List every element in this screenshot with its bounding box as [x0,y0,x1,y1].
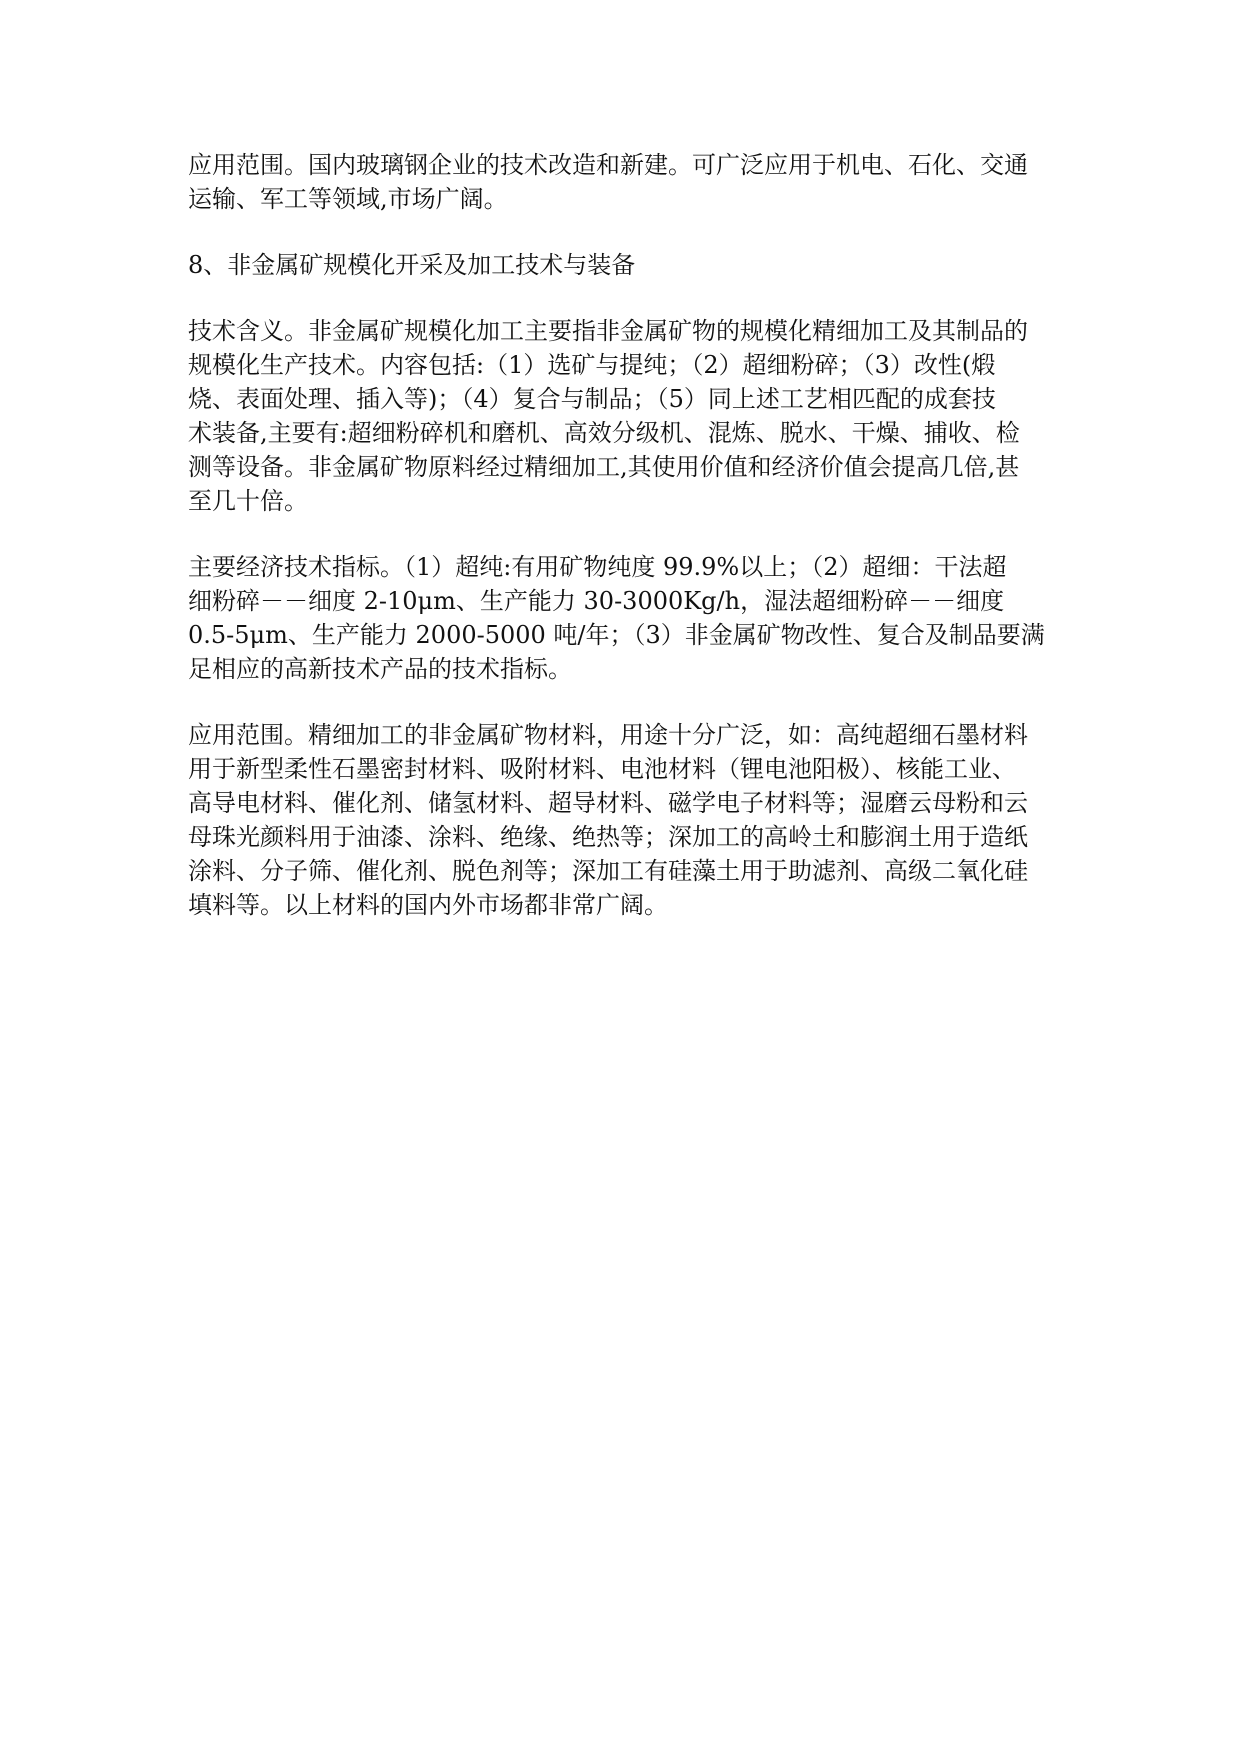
document-body [188,148,1053,954]
text-line: 应用范围。精细加工的非金属矿物材料，用途十分广泛，如：高纯超细石墨材料 [188,721,1028,749]
text-line: 技术含义。非金属矿规模化加工主要指非金属矿物的规模化精细加工及其制品的 [188,317,1028,345]
text-line: 填料等。以上材料的国内外市场都非常广阔。 [188,891,668,919]
text-line: 涂料、分子筛、催化剂、脱色剂等；深加工有硅藻土用于助滤剂、高级二氧化硅 [188,857,1028,885]
text-line: 运输、军工等领域,市场广阔。 [188,185,508,213]
text-line: 至几十倍。 [188,487,308,515]
text-line: 术装备,主要有:超细粉碎机和磨机、高效分级机、混炼、脱水、干燥、捕收、检 [188,419,1020,447]
text-line: 足相应的高新技术产品的技术指标。 [188,655,572,683]
heading-text: 8、非金属矿规模化开采及加工技术与装备 [188,251,636,279]
section-heading [188,248,1053,282]
text-line: 母珠光颜料用于油漆、涂料、绝缘、绝热等；深加工的高岭土和膨润土用于造纸 [188,823,1028,851]
text-line: 高导电材料、催化剂、储氢材料、超导材料、磁学电子材料等；湿磨云母粉和云 [188,789,1028,817]
text-line: 应用范围。国内玻璃钢企业的技术改造和新建。可广泛应用于机电、石化、交通 [188,151,1028,179]
text-line: 测等设备。非金属矿物原料经过精细加工,其使用价值和经济价值会提高几倍,甚 [188,453,1020,481]
text-line: 烧、表面处理、插入等)；（4）复合与制品；（5）同上述工艺相匹配的成套技 [188,385,996,413]
paragraph-economic-indicators [188,550,1053,686]
text-line: 规模化生产技术。内容包括:（1）选矿与提纯；（2）超细粉碎；（3）改性(煅 [188,351,996,379]
paragraph-technical-meaning [188,314,1053,518]
text-line: 细粉碎－－细度 2-10μm、生产能力 30-3000Kg/h，湿法超细粉碎－－细度 [188,587,1005,615]
text-line: 主要经济技术指标。（1）超纯:有用矿物纯度 99.9%以上；（2）超细：干法超 [188,553,1007,581]
text-line: 用于新型柔性石墨密封材料、吸附材料、电池材料（锂电池阳极）、核能工业、 [188,755,1016,783]
paragraph-application-scope-2 [188,718,1053,922]
text-line: 0.5-5μm、生产能力 2000-5000 吨/年；（3）非金属矿物改性、复合及制品要满 [188,621,1045,649]
paragraph-application-scope-1 [188,148,1053,216]
